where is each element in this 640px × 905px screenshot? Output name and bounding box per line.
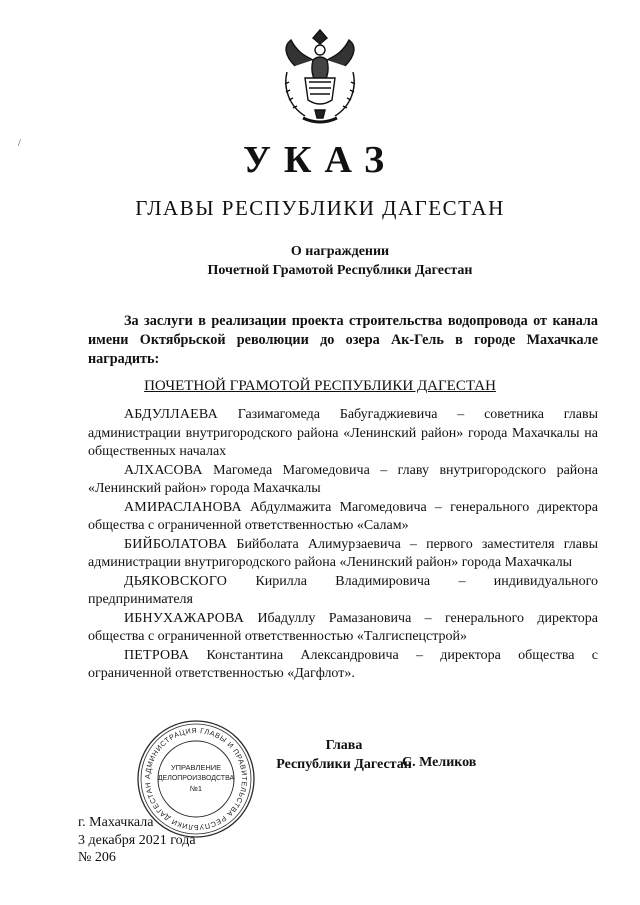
signatory-title-line-2: Республики Дагестан (276, 757, 412, 772)
recipient-details: Газимагомеда Бабугаджиевича – советника главы администрации внутригородского района «Ленинский район» города Махачкалы на общественных началах (88, 407, 598, 459)
document-footer (78, 814, 196, 867)
recipient-surname: ДЬЯКОВСКОГО (124, 573, 228, 589)
recipient-item (88, 610, 598, 647)
document-title: УКАЗ (243, 139, 397, 181)
decree-intro: За заслуги в реализации проекта строительства водопровода от канала имени Октябрьской революции до озера Ак-Гель в городе Махачкале наградить: (88, 313, 598, 367)
recipient-surname: АМИРАСЛАНОВА (124, 499, 242, 515)
recipient-item (88, 406, 598, 462)
signatory-title (264, 736, 424, 774)
recipient-item (88, 573, 598, 610)
document-subtitle: ГЛАВЫ РЕСПУБЛИКИ ДАГЕСТАН (135, 196, 505, 220)
recipient-surname: БИЙБОЛАТОВА (124, 536, 228, 552)
recipient-surname: АБДУЛЛАЕВА (124, 407, 218, 422)
margin-mark: / (18, 138, 21, 149)
recipient-item (88, 462, 598, 499)
recipient-item (88, 499, 598, 536)
footer-number: № 206 (78, 850, 116, 865)
signatory-name: С. Меликов (402, 755, 477, 770)
signatory-title-line-1: Глава (325, 738, 363, 753)
recipient-surname: ПЕТРОВА (124, 647, 190, 663)
seal-center-line-1: УПРАВЛЕНИЕ (170, 763, 222, 772)
recipient-item (88, 647, 598, 684)
recipient-details: Ибадуллу Рамазановича – генерального директора общества с ограниченной ответственностью «Талгиспецстрой» (88, 610, 598, 644)
recipient-details: Абдулмажита Магомедовича – генерального директора общества с ограниченной ответственностью «Салам» (88, 499, 598, 533)
recipient-details: Магомеда Магомедовича – главу внутригородского района «Ленинский район» города Махачкалы (88, 462, 598, 496)
award-title: ПОЧЕТНОЙ ГРАМОТОЙ РЕСПУБЛИКИ ДАГЕСТАН (144, 378, 496, 394)
recipient-surname: АЛХАСОВА (124, 462, 203, 478)
dagestan-coat-of-arms-icon (275, 26, 365, 131)
subject-line-1: О награждении (290, 244, 390, 259)
seal-center-line-3: №1 (189, 784, 203, 793)
recipient-details: Константина Александровича – директора общества с ограниченной ответственностью «Дагфлот». (88, 647, 598, 681)
recipients-list (88, 406, 598, 684)
recipient-surname: ИБНУХАЖАРОВА (124, 610, 245, 626)
recipient-item (88, 536, 598, 573)
decree-subject (160, 242, 520, 280)
seal-center-line-2: ДЕЛОПРОИЗВОДСТВА (157, 775, 235, 782)
seal-ring-text: АДМИНИСТРАЦИЯ ГЛАВЫ И ПРАВИТЕЛЬСТВА РЕСПУБЛИКИ ДАГЕСТАН (142, 725, 250, 833)
footer-date: 3 декабря 2021 года (78, 832, 196, 848)
subject-line-2: Почетной Грамотой Республики Дагестан (207, 263, 473, 278)
footer-city: г. Махачкала (78, 815, 154, 830)
recipient-details: Кирилла Владимировича – индивидуального предпринимателя (88, 573, 598, 607)
recipient-details: Бийболата Алимурзаевича – первого заместителя главы администрации внутригородского района «Ленинский район» города Махачкалы (88, 536, 598, 570)
